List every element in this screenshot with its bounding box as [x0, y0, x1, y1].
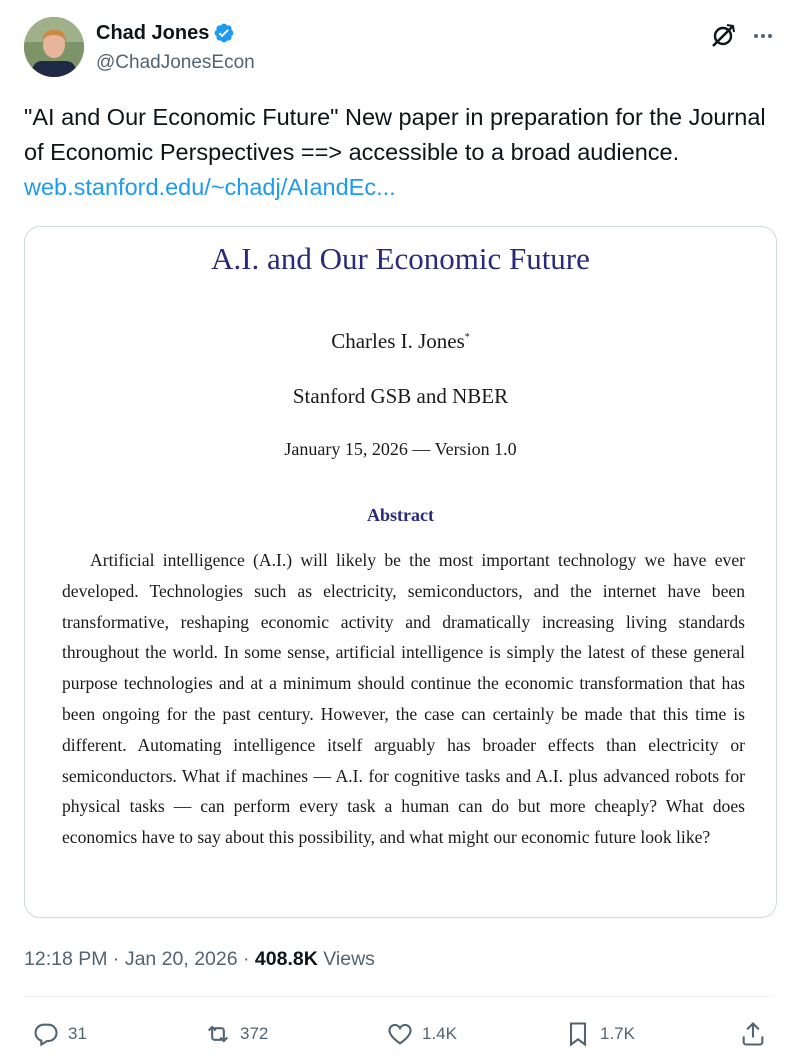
action-bar — [24, 1016, 775, 1052]
repost-count: 372 — [240, 1024, 269, 1043]
meta-separator: · — [112, 948, 120, 970]
avatar[interactable] — [24, 17, 84, 77]
paper-affiliation: Stanford GSB and NBER — [292, 384, 509, 408]
share-icon — [739, 1020, 767, 1048]
bookmark-button[interactable] — [564, 1016, 635, 1052]
meta-separator: · — [243, 948, 250, 970]
paper-date-version: January 15, 2026 — Version 1.0 — [284, 439, 517, 459]
post-date[interactable]: Jan 20, 2026 — [124, 948, 238, 970]
paper-image-card[interactable] — [24, 226, 777, 918]
display-name[interactable]: Chad Jones — [96, 22, 210, 44]
tweet-meta — [24, 946, 375, 972]
abstract-text: Artificial intelligence (A.I.) will likely be the most important technology we have ever developed. Technologies such as electricity, semiconductors, and the internet have been transformative, reshaping economic activity and dramatically increasing living standards throughout the world. In some sense, artificial intelligence is simply the latest of these general purpose technologies and at a minimum should continue the economic transformation that has been ongoing for the past century. However, the case can certainly be made that this time is different. Automating intelligence itself arguably has broader effects than electricity or semiconductors. What if machines — A.I. for cognitive tasks and A.I. plus advanced robots for physical tasks — can perform every task a human can do but more cheaply? What does economics have to say about this possibility, and what might our economic future look like? — [62, 550, 745, 848]
paper-title: A.I. and Our Economic Future — [211, 241, 590, 276]
tweet-header — [24, 16, 777, 78]
paper-author-mark: * — [464, 332, 470, 343]
grok-icon[interactable] — [709, 22, 737, 50]
verified-badge-icon[interactable] — [213, 22, 235, 44]
paper-link[interactable]: web.stanford.edu/~chadj/AIandEc... — [24, 174, 396, 200]
more-options-icon[interactable] — [749, 22, 777, 50]
views-label: Views — [323, 948, 375, 970]
repost-icon — [204, 1020, 232, 1048]
repost-button[interactable] — [204, 1016, 268, 1052]
tweet-text — [24, 100, 774, 205]
share-button[interactable] — [739, 1016, 767, 1052]
reply-button[interactable] — [32, 1016, 87, 1052]
views-count: 408.8K — [254, 948, 318, 970]
paper-author-name: Charles I. Jones — [331, 329, 465, 353]
post-time[interactable]: 12:18 PM — [24, 948, 108, 970]
handle[interactable]: @ChadJonesEcon — [96, 52, 255, 73]
like-button[interactable] — [386, 1016, 457, 1052]
bookmark-count: 1.7K — [600, 1024, 635, 1043]
reply-icon — [32, 1020, 60, 1048]
reply-count: 31 — [68, 1024, 87, 1043]
bookmark-icon — [564, 1020, 592, 1048]
divider — [24, 996, 775, 997]
paper-author — [25, 329, 776, 354]
like-count: 1.4K — [422, 1024, 457, 1043]
heart-icon — [386, 1020, 414, 1048]
abstract-heading: Abstract — [367, 505, 434, 525]
tweet-body: "AI and Our Economic Future" New paper in preparation for the Journal of Economic Perspectives ==> accessible to a broad audience. — [24, 104, 766, 165]
